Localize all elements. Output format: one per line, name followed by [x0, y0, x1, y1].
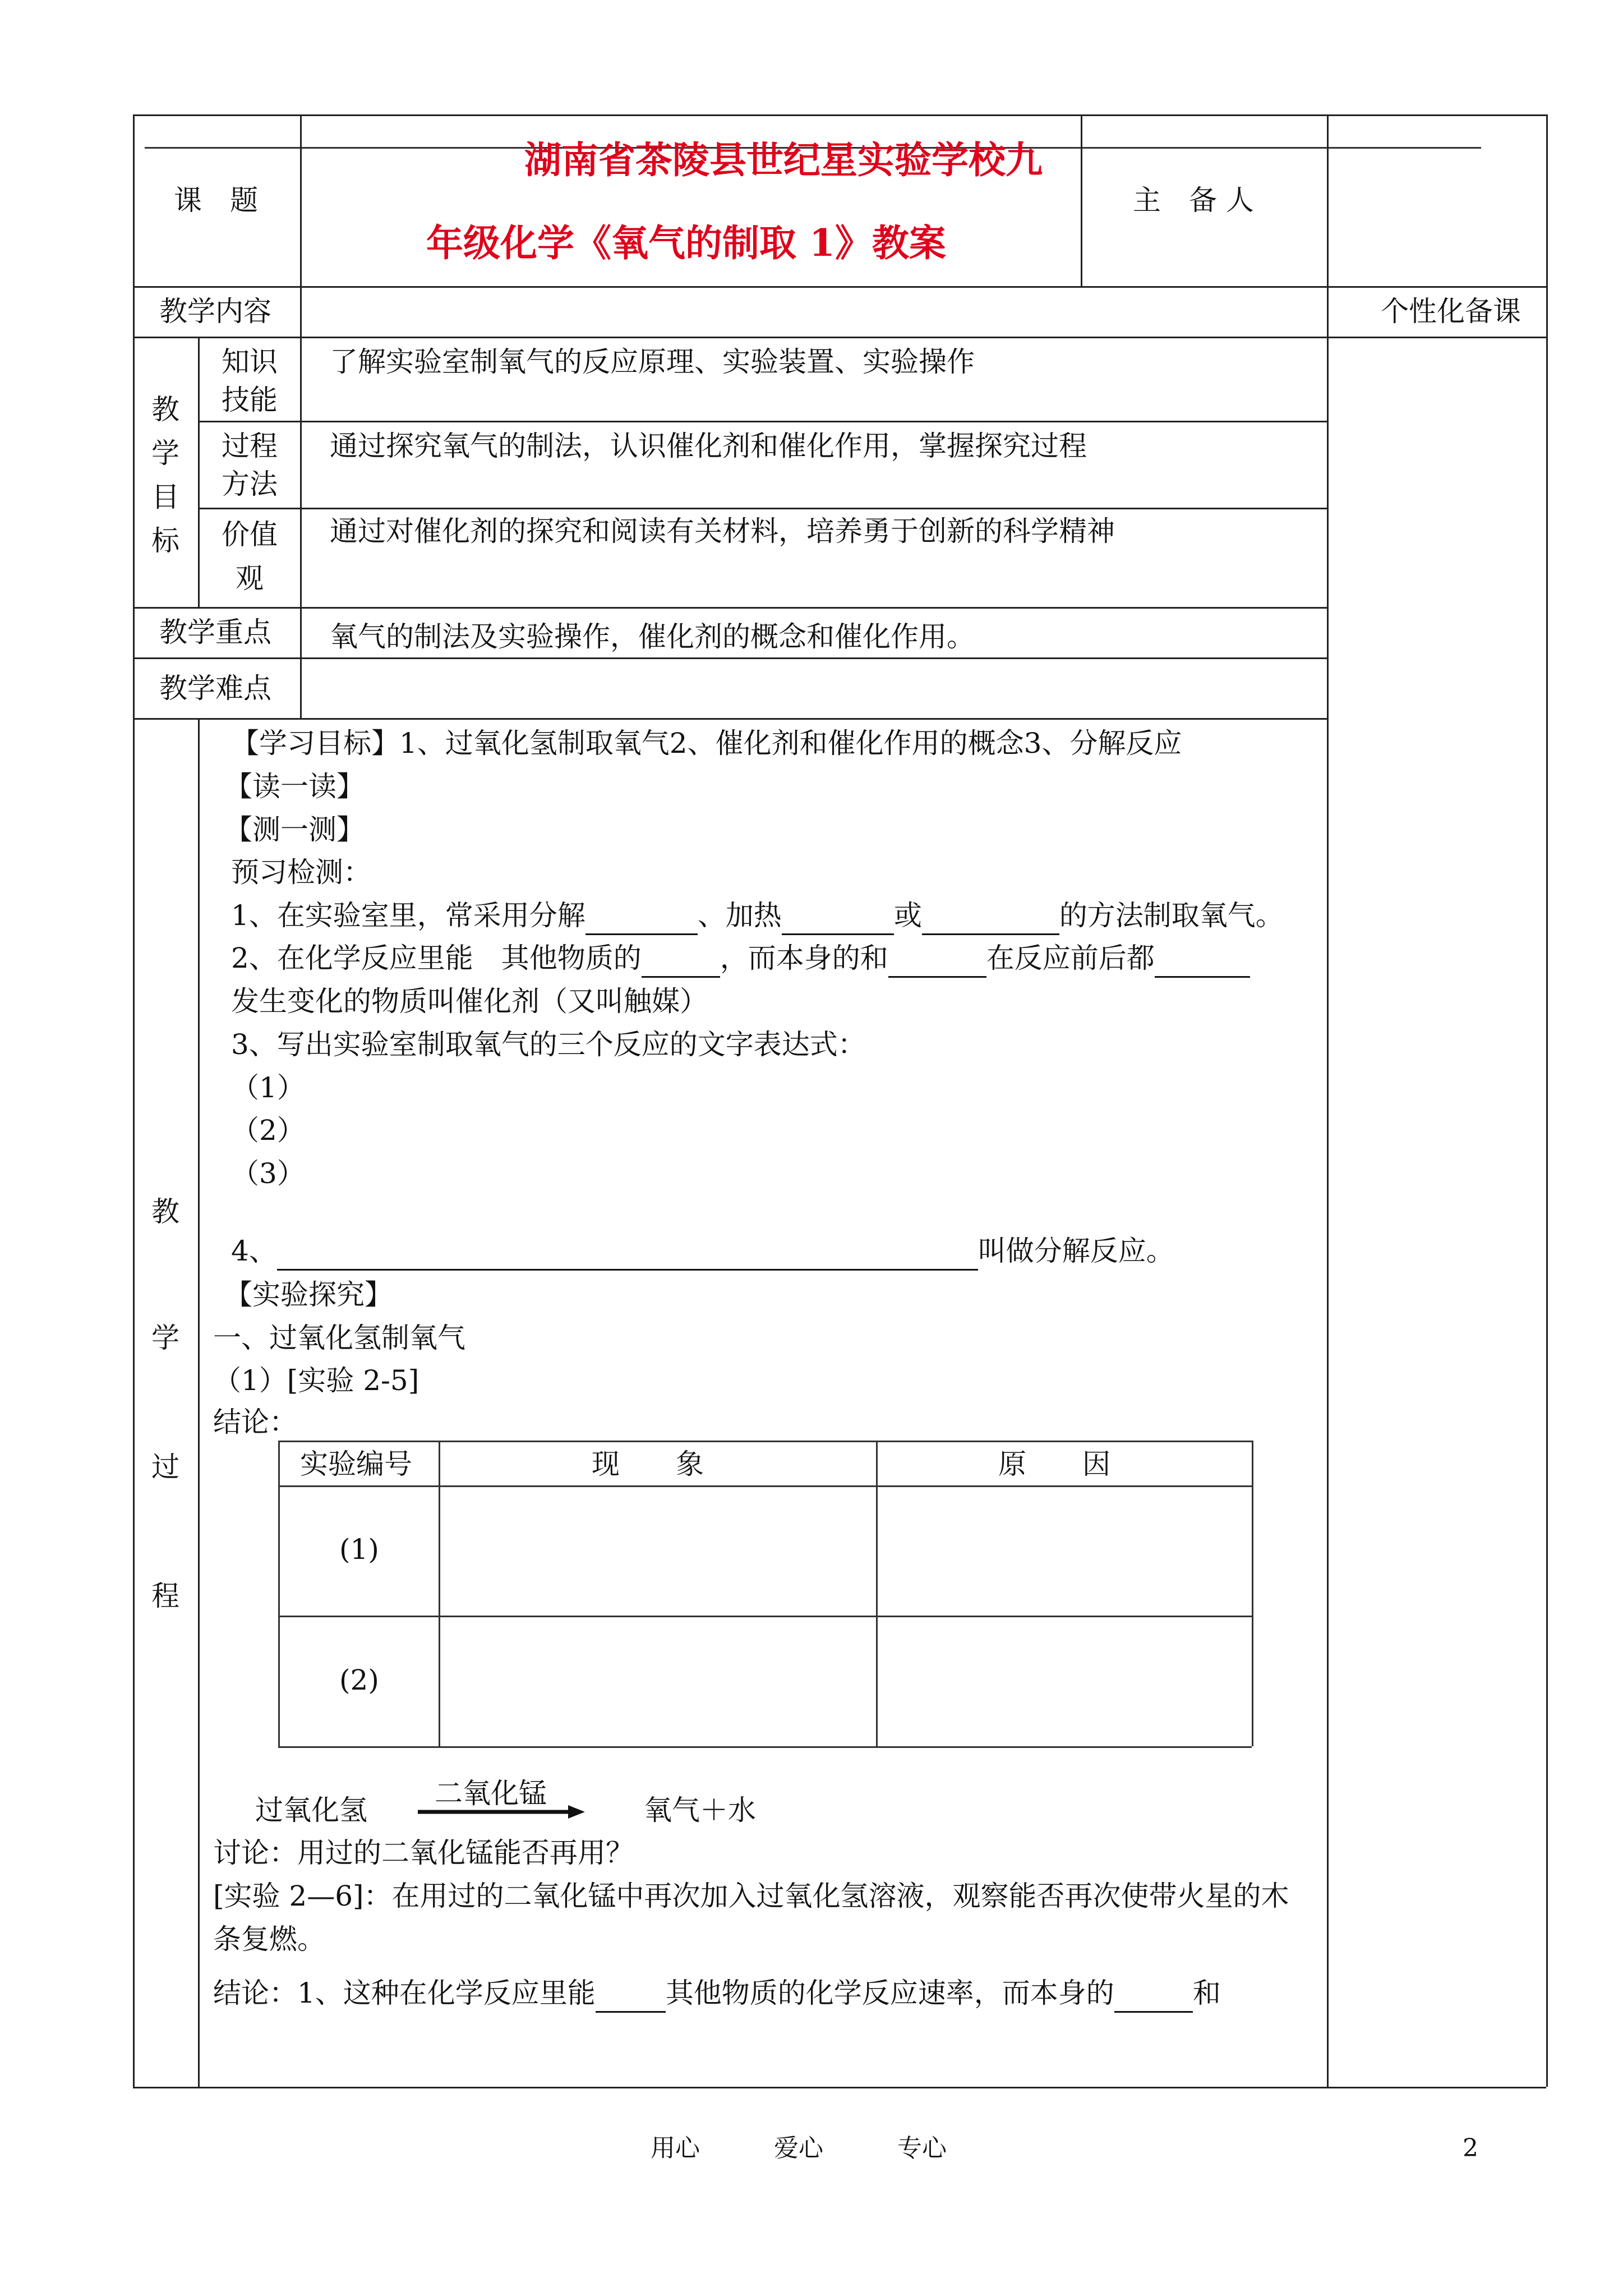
q1-text-b: 、加热 — [697, 899, 782, 932]
key-points-text: 氧气的制法及实验操作，催化剂的概念和催化作用。 — [330, 620, 975, 653]
values-label-1: 价值 — [222, 518, 278, 551]
question-2-line-2: 发生变化的物质叫催化剂（又叫触媒） — [231, 985, 708, 1018]
process-side-char-2: 学 — [151, 1322, 179, 1354]
q2-blank-2[interactable] — [888, 947, 986, 978]
q1-blank-1[interactable] — [585, 904, 698, 935]
objectives-inner-divider — [198, 337, 200, 607]
exp-table-row-1-label: (1) — [339, 1533, 379, 1566]
process-text: 通过探究氧气的制法，认识催化剂和催化作用，掌握探究过程 — [330, 430, 1087, 462]
q2-text-a: 2、在化学反应里能 其他物质的 — [231, 942, 642, 974]
exp-table-header-phenomenon: 现 象 — [592, 1448, 704, 1480]
objectives-bottom — [133, 607, 1327, 609]
question-3: 3、写出实验室制取氧气的三个反应的文字表达式： — [231, 1028, 866, 1061]
concl-text-b: 其他物质的化学反应速率，而本身的 — [665, 1977, 1114, 2009]
reaction-products: 氧气＋水 — [644, 1794, 756, 1826]
table-left-border — [133, 114, 135, 2087]
conclusion-1 — [213, 1973, 1221, 2013]
right-column-divider — [1327, 114, 1329, 2087]
q1-text-a: 1、在实验室里，常采用分解 — [231, 899, 585, 932]
concl-blank-2[interactable] — [1114, 1982, 1193, 2013]
q1-text-c: 或 — [893, 899, 922, 932]
exp-table-bottom — [278, 1746, 1252, 1748]
objective-row-2-bottom — [198, 508, 1327, 509]
discussion: 讨论：用过的二氧化锰能否再用？ — [213, 1837, 634, 1869]
section-1-title: 一、过氧化氢制氧气 — [213, 1322, 465, 1354]
objective-row-1-bottom — [198, 421, 1327, 422]
process-side-char-4: 程 — [151, 1580, 179, 1612]
question-3-item-3: （3） — [231, 1157, 305, 1190]
question-3-item-2: （2） — [231, 1114, 305, 1147]
objectives-label-char-3: 目 — [151, 481, 179, 513]
process-label-1: 过程 — [222, 430, 278, 462]
objectives-label-char-4: 标 — [151, 524, 179, 557]
exp-table-header-reason: 原 因 — [998, 1448, 1110, 1480]
key-row-bottom — [133, 657, 1327, 659]
knowledge-label-1: 知识 — [222, 346, 278, 378]
q2-text-c: 在反应前后都 — [986, 942, 1155, 974]
table-bottom-border — [133, 2087, 1546, 2088]
question-2 — [231, 938, 1250, 978]
concl-blank-1[interactable] — [596, 1982, 666, 2013]
header-col-divider-1 — [300, 114, 302, 286]
label-col-divider-top — [300, 286, 302, 337]
q1-blank-3[interactable] — [922, 904, 1059, 935]
reaction-catalyst: 二氧化锰 — [435, 1777, 547, 1810]
test-section: 【测一测】 — [224, 813, 365, 846]
header-col-divider-2 — [1081, 114, 1082, 286]
header-bottom-line — [133, 286, 1546, 288]
exp-table-col-1 — [439, 1441, 440, 1746]
exp-table-row-2-label: (2) — [339, 1664, 379, 1696]
process-side-divider — [198, 718, 200, 2087]
objectives-label-char-1: 教 — [151, 393, 179, 426]
process-side-char-3: 过 — [151, 1451, 179, 1483]
exp-table-header-number: 实验编号 — [300, 1448, 412, 1480]
exp-table-right — [1252, 1441, 1253, 1746]
preparer-label: 主 备 人 — [1133, 184, 1254, 217]
question-4 — [231, 1231, 1174, 1271]
read-section: 【读一读】 — [224, 770, 365, 803]
exp-table-top — [278, 1441, 1252, 1442]
objectives-label-divider — [300, 337, 302, 718]
difficulty-label: 教学难点 — [159, 672, 271, 705]
page-number: 2 — [1463, 2134, 1478, 2162]
exp-table-row-1-bottom — [278, 1616, 1252, 1617]
key-points-label: 教学重点 — [159, 616, 271, 648]
concl-text-c: 和 — [1192, 1977, 1221, 2009]
process-side-char-1: 教 — [151, 1195, 179, 1228]
knowledge-text: 了解实验室制氧气的反应原理、实验装置、实验操作 — [330, 346, 975, 378]
table-top-border — [133, 114, 1546, 116]
experiment-2-5: （1）[实验 2-5] — [213, 1364, 419, 1397]
learning-goals: 【学习目标】1、过氧化氢制取氧气2、催化剂和催化作用的概念3、分解反应 — [231, 727, 1182, 760]
page-title-line-1: 湖南省茶陵县世纪星实验学校九 — [524, 138, 1043, 182]
values-text: 通过对催化剂的探究和阅读有关材料，培养勇于创新的科学精神 — [330, 515, 1115, 547]
table-right-border — [1546, 114, 1548, 2087]
question-1 — [231, 896, 1284, 935]
content-row-bottom — [133, 337, 1546, 338]
q2-blank-1[interactable] — [642, 947, 720, 978]
reaction-reactant: 过氧化氢 — [255, 1794, 367, 1826]
q2-text-b: ，而本身的和 — [720, 942, 888, 974]
process-label-2: 方法 — [222, 468, 278, 500]
concl-text-a: 结论：1、这种在化学反应里能 — [213, 1977, 596, 2009]
values-label-2: 观 — [236, 562, 264, 595]
exp-table-col-2 — [876, 1441, 878, 1746]
exp-table-header-bottom — [278, 1485, 1252, 1487]
page-title-line-2: 年级化学《氧气的制取 1》教案 — [426, 221, 946, 265]
course-label: 课 题 — [174, 184, 258, 217]
q4-text-b: 叫做分解反应。 — [978, 1235, 1174, 1267]
experiment-2-6-line-1: [实验 2—6]：在用过的二氧化锰中再次加入过氧化氢溶液，观察能否再次使带火星的木 — [213, 1880, 1289, 1912]
explore-section: 【实验探究】 — [224, 1278, 393, 1311]
exp-table-left — [278, 1441, 280, 1746]
footer-motto: 用心 爱心 专心 — [651, 2134, 947, 2162]
objectives-label-char-2: 学 — [151, 437, 179, 470]
experiment-2-6-line-2: 条复燃。 — [213, 1923, 325, 1955]
personal-prep-label: 个性化备课 — [1381, 295, 1521, 328]
conclusion-label: 结论： — [213, 1406, 297, 1438]
q1-text-d: 的方法制取氧气。 — [1059, 899, 1284, 932]
preview-check: 预习检测： — [231, 856, 371, 889]
q1-blank-2[interactable] — [782, 904, 894, 935]
reaction-arrow-icon — [418, 1803, 586, 1820]
knowledge-label-2: 技能 — [222, 384, 278, 416]
content-label: 教学内容 — [159, 295, 271, 328]
difficulty-row-bottom — [133, 718, 1327, 720]
question-3-item-1: （1） — [231, 1071, 305, 1104]
q2-blank-3[interactable] — [1155, 947, 1250, 978]
q4-blank[interactable] — [277, 1240, 978, 1271]
q4-text-a: 4、 — [231, 1235, 277, 1267]
